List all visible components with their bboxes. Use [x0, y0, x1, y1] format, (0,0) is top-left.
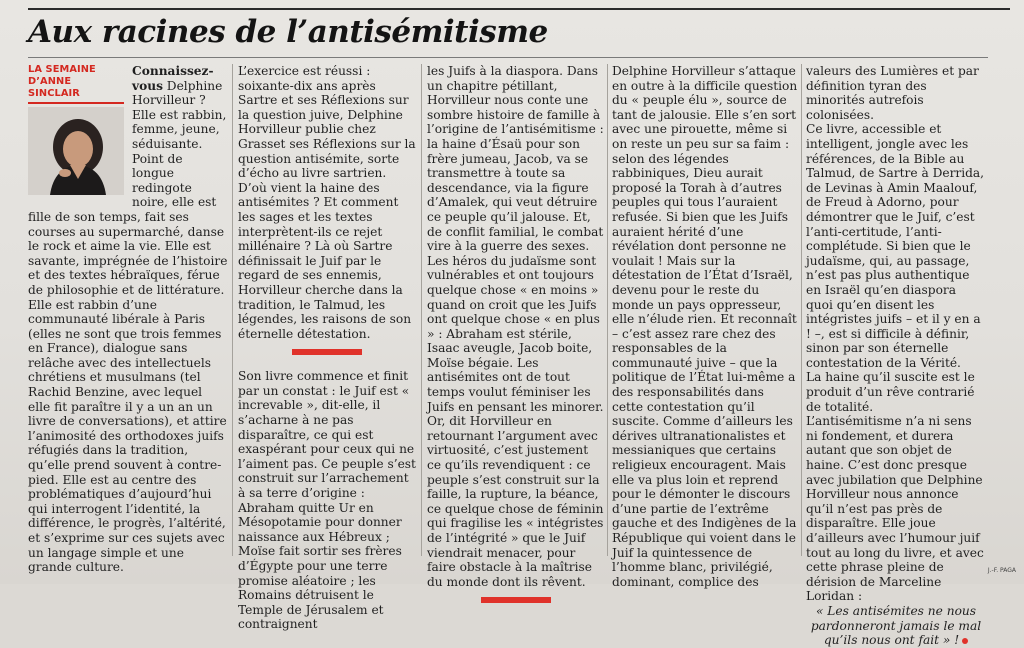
column-3 — [427, 64, 605, 589]
section-label-line1: LA SEMAINE — [28, 64, 96, 75]
column-4 — [612, 64, 798, 589]
col1-body: Delphine Horvilleur ? Elle est rabbin, femme, jeune, séduisante. Point de longue redingote noire, elle est fille de son temps, fait ses courses au supermarché, danse le rock et aime la vie. Elle est savante, imprégnée de l’histoire et des textes hébraïques, férue de philosophie et de littérature. Elle est rabbin d’une communauté libérale à Paris (elles ne sont que trois femmes en France), dialogue sans relâche avec des intellectuels chrétiens et musulmans (tel Rachid Benzine, avec lequel elle fit paraître il y a un an un livre de conversations), et attire l’animosité des orthodoxes juifs réfugiés dans la tradition, qu’elle prend souvent à contre-pied. Elle est au centre des problématiques d’aujourd’hui qui interrogent l’identité, la différence, le progrès, l’altérité, et s’exprime sur ces sujets avec un langage simple et une grande culture. — [28, 78, 228, 575]
section-label-line2: D’ANNE SINCLAIR — [28, 76, 80, 99]
end-mark-icon — [962, 638, 968, 644]
col4-text: Delphine Horvilleur s’attaque en outre à la difficile question du « peuple élu », source de tant de jalousie. Elle s’en sort avec une pirouette, même si on reste un peu sur sa faim : selon des légendes rabbiniques, Dieu aurait proposé la Torah à d’autres peuples qui tous l’auraient refusée. Si bien que les Juifs auraient hérité d’une révélation dont personne ne voulait ! Mais sur la détestation de l’État d’Israël, devenu pour le reste du monde un pays oppresseur, elle n’élude rien. Et reconnaît – c’est assez rare chez des responsables de la communauté juive – que la politique de l’État lui-même a des responsabilités dans cette contestation qu’il suscite. Comme d’ailleurs les dérives ultranationalistes et messianiques que certains religieux encouragent. Mais elle va plus loin et reprend pour le démonter le discours d’une partie de l’extrême gauche et des Indigènes de la République qui voient dans le Juif la quintessence de l’homme blanc, privilégié, dominant, complice des — [612, 64, 798, 589]
byline-block — [28, 64, 124, 195]
section-divider-bar — [481, 597, 551, 603]
col3-paragraph-1: les Juifs à la diaspora. Dans un chapitre pétillant, Horvilleur nous conte une sombre histoire de famille à l’origine de l’antisémitisme : la haine d’Ésaü pour son frère jumeau, Jacob, va se transmettre à toute sa descendance, via la figure d’Amalek, qui veut détruire ce peuple qu’il jalouse. Et, de conflit familial, le combat vire à la guerre des sexes. Les héros du judaïsme sont vulnérables et ont toujours quelque chose « en moins » quand on croit que les Juifs ont quelque chose « en plus » : Abraham est stérile, Isaac aveugle, Jacob boite, Moïse bégaie. Les antisémites ont de tout temps voulut féminiser les Juifs en pensant les minorer. Or, dit Horvilleur en retournant l’argument avec virtuosité, c’est justement ce qu’ils revendiquent : ce peuple s’est construit sur la faille, la rupture, la béance, ce quelque chose de féminin qui fragilise les « intégristes de l’intégrité » que le Juif viendrait menacer, pour faire obstacle à la maîtrise du monde dont ils rêvent. — [427, 64, 604, 589]
section-divider-bar — [292, 349, 362, 355]
column-divider — [801, 64, 802, 556]
col5-paragraph-4: L’antisémitisme n’a ni sens ni fondement, et durera autant que son objet de haine. C’est donc presque avec jubilation que Delphine Horvilleur nous annonce qu’il n’est pas près de disparaître. Elle joue d’ailleurs avec l’humour juif tout au long du livre, et avec cette phrase pleine de dérision de Marceline Loridan : — [806, 414, 984, 604]
quote-text: « Les antisémites ne nous pardonneront jamais le mal qu’ils nous ont fait » ! — [810, 603, 982, 648]
col2-paragraph-2: Son livre commence et finit par un constat : le Juif est « increvable », dit-elle, il s’acharne à ne pas disparaître, ce qui est exaspérant pour ceux qui ne l’aiment pas. Ce peuple s’est construit sur l’arrachement à sa terre d’origine : Abraham quitte Ur en Mésopotamie pour donner naissance aux Hébreux ; Moïse fait sortir ses frères d’Égypte pour une terre promise aléatoire ; les Romains détruisent le Temple de Jérusalem et contraignent — [238, 369, 416, 632]
column-divider — [232, 64, 233, 556]
column-divider — [421, 64, 422, 556]
lead-in: Connaissez-vous — [132, 64, 214, 93]
column-divider — [607, 64, 608, 556]
col5-paragraph-3: La haine qu’il suscite est le produit d’un rêve contrarié de totalité. — [806, 370, 975, 414]
col5-paragraph-2: Ce livre, accessible et intelligent, jongle avec les références, de la Bible au Talmud, de Sartre à Derrida, de Levinas à Amin Maalouf, de Freud à Adorno, pour démontrer que le Juif, c’est l’anti-certitude, l’anti-complétude. Si bien que le judaïsme, qui, au passage, n’est pas plus authentique en Israël qu’en diaspora quoi qu’en disent les intégristes juifs – et il y en a ! –, est si difficile à définir, sinon par son éternelle contestation de la Vérité. — [806, 122, 985, 370]
col5-paragraph-1: valeurs des Lumières et par définition tyran des minorités autrefois colonisées. — [806, 64, 979, 122]
photo-credit: J.-F. PAGA — [987, 567, 1016, 574]
headline: Aux racines de l’antisémitisme — [28, 14, 548, 50]
column-2 — [238, 64, 416, 632]
portrait-illustration — [28, 107, 124, 195]
column-5 — [806, 64, 986, 648]
title-rule — [28, 57, 988, 58]
top-rule — [28, 8, 1010, 10]
col2-paragraph-1: L’exercice est réussi : soixante-dix ans après Sartre et ses Réflexions sur la question juive, Delphine Horvilleur publie chez Grasset ses Réflexions sur la question antisémite, sorte d’écho au livre sartrien. D’où vient la haine des antisémites ? Et comment les sages et les textes interprètent-ils ce rejet millénaire ? Là où Sartre définissait le Juif par le regard de ses ennemis, Horvilleur cherche dans la tradition, le Talmud, les légendes, les raisons de son éternelle détestation. — [238, 64, 416, 341]
closing-quote — [806, 604, 986, 648]
author-portrait — [28, 107, 124, 195]
column-1 — [28, 64, 228, 575]
byline-rule — [28, 102, 124, 104]
